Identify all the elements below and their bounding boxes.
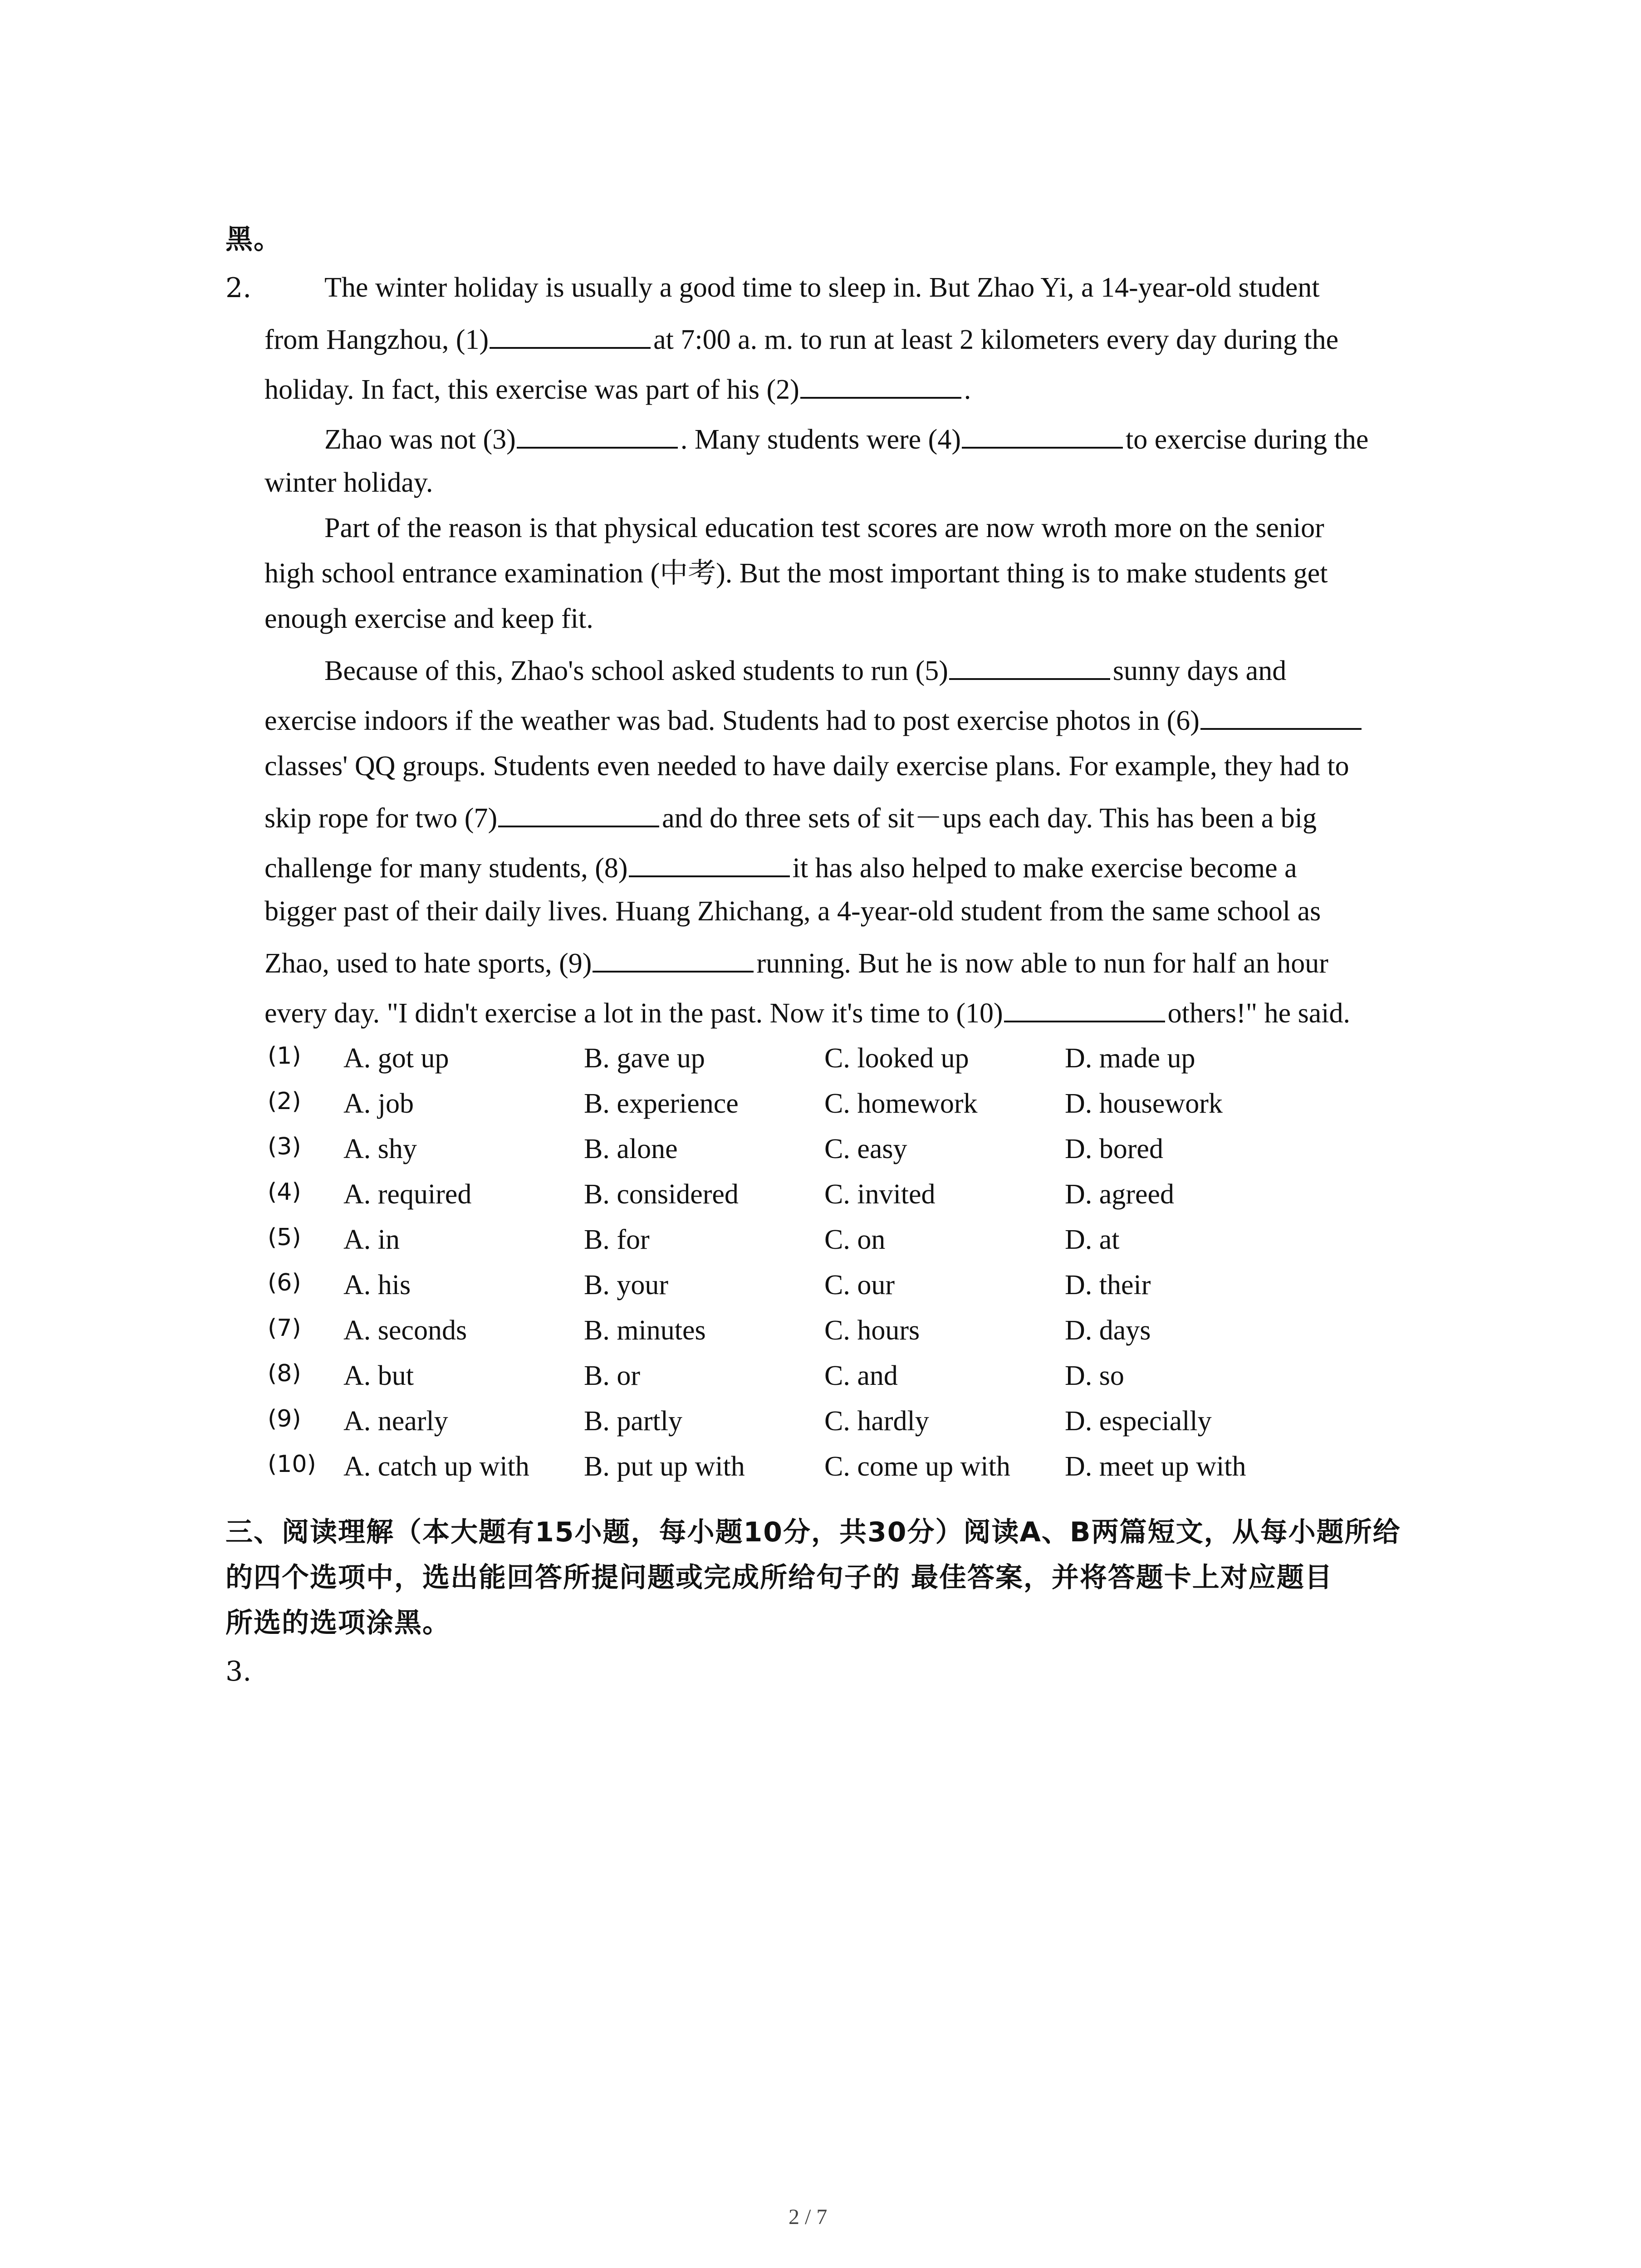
passage-line (265, 373, 971, 404)
option-number: (1) (268, 1042, 301, 1070)
option-b: B. partly (584, 1406, 682, 1437)
option-b: B. gave up (584, 1043, 705, 1074)
passage-text: to exercise during the (1125, 424, 1369, 455)
option-a: A. in (343, 1224, 400, 1255)
option-number: (8) (268, 1360, 301, 1387)
question-3-number: 3. (225, 1656, 252, 1687)
option-c: C. invited (824, 1179, 936, 1210)
option-c: C. hours (824, 1315, 920, 1346)
option-a: A. required (343, 1179, 472, 1210)
passage-line (265, 704, 1364, 735)
passage-text: exercise indoors if the weather was bad. Students had to post exercise photos in (6) (265, 705, 1200, 736)
option-a: A. seconds (343, 1315, 467, 1346)
option-number: (9) (268, 1405, 301, 1432)
option-number: (10) (268, 1451, 316, 1478)
passage-line: The winter holiday is usually a good time to sleep in. But Zhao Yi, a 14-year-old student (324, 272, 1320, 303)
option-a: A. his (343, 1270, 411, 1300)
option-d: D. at (1065, 1224, 1120, 1255)
option-c: C. hardly (824, 1406, 929, 1437)
passage-line (324, 655, 1286, 685)
blank-4 (962, 423, 1123, 449)
passage-text: every day. "I didn't exercise a lot in the past. Now it's time to (10) (265, 998, 1003, 1029)
option-b: B. considered (584, 1179, 739, 1210)
option-b: B. put up with (584, 1451, 745, 1482)
page-number: 2 / 7 (789, 2205, 828, 2229)
option-b: B. experience (584, 1088, 739, 1119)
blank-9 (593, 947, 754, 973)
option-c: C. homework (824, 1088, 978, 1119)
option-c: C. our (824, 1270, 895, 1300)
passage-line: winter holiday. (265, 467, 433, 498)
passage-line (265, 852, 1297, 882)
passage-text: Zhao was not (3) (324, 424, 516, 455)
option-a: A. got up (343, 1043, 449, 1074)
option-a: A. but (343, 1360, 414, 1391)
passage-line: Part of the reason is that physical education test scores are now wroth more on the senior (324, 513, 1324, 543)
passage-text: Zhao, used to hate sports, (9) (265, 948, 592, 979)
option-number: (6) (268, 1269, 301, 1296)
option-a: A. shy (343, 1134, 417, 1164)
passage-text: holiday. In fact, this exercise was part of his (2) (265, 374, 799, 405)
passage-line: high school entrance examination (中考). But the most important thing is to make students get (265, 558, 1328, 589)
option-c: C. on (824, 1224, 886, 1255)
passage-line: enough exercise and keep fit. (265, 603, 593, 634)
option-c: C. looked up (824, 1043, 969, 1074)
option-number: (3) (268, 1133, 301, 1160)
option-b: B. alone (584, 1134, 678, 1164)
option-b: B. or (584, 1360, 640, 1391)
section-3-heading-line: 的四个选项中，选出能回答所提问题或完成所给句子的 最佳答案，并将答题卡上对应题目 (225, 1562, 1333, 1593)
option-a: A. nearly (343, 1406, 448, 1437)
blank-3 (517, 423, 678, 449)
option-d: D. agreed (1065, 1179, 1174, 1210)
option-a: A. catch up with (343, 1451, 529, 1482)
passage-text: others!" he said. (1167, 998, 1351, 1029)
passage-text: from Hangzhou, (1) (265, 324, 489, 355)
option-d: D. so (1065, 1360, 1124, 1391)
blank-2 (800, 373, 961, 399)
option-d: D. made up (1065, 1043, 1195, 1074)
passage-text: . (964, 374, 971, 405)
option-d: D. their (1065, 1270, 1151, 1300)
option-d: D. especially (1065, 1406, 1212, 1437)
option-c: C. come up with (824, 1451, 1010, 1482)
passage-text: skip rope for two (7) (265, 803, 498, 834)
passage-text: and do three sets of sit－ups each day. This has been a big (662, 803, 1317, 834)
option-number: (5) (268, 1224, 301, 1251)
blank-5 (949, 655, 1110, 680)
passage-line (265, 802, 1317, 832)
passage-line (324, 423, 1368, 454)
passage-text: Because of this, Zhao's school asked students to run (5) (324, 655, 948, 686)
question-2-number: 2. (225, 272, 252, 304)
option-b: B. your (584, 1270, 668, 1300)
blank-10 (1004, 997, 1165, 1022)
option-d: D. bored (1065, 1134, 1163, 1164)
blank-6 (1200, 704, 1362, 730)
passage-text: challenge for many students, (8) (265, 853, 628, 884)
blank-1 (490, 323, 651, 349)
passage-text: . Many students were (4) (680, 424, 961, 455)
passage-text: at 7:00 a. m. to run at least 2 kilometers every day during the (653, 324, 1339, 355)
blank-8 (629, 852, 790, 877)
option-c: C. easy (824, 1134, 907, 1164)
passage-text: sunny days and (1112, 655, 1287, 686)
section-3-heading-line: 三、阅读理解（本大题有15小题，每小题10分，共30分）阅读A、B两篇短文，从每小题所给 (225, 1516, 1401, 1548)
passage-text: it has also helped to make exercise become a (792, 853, 1297, 884)
passage-line (265, 947, 1328, 978)
option-d: D. days (1065, 1315, 1151, 1346)
option-d: D. meet up with (1065, 1451, 1246, 1482)
passage-line: bigger past of their daily lives. Huang Zhichang, a 4-year-old student from the same school as (265, 896, 1321, 927)
option-number: (4) (268, 1178, 301, 1206)
section-3-heading-line: 所选的选项涂黑。 (225, 1607, 451, 1639)
option-c: C. and (824, 1360, 898, 1391)
option-b: B. minutes (584, 1315, 706, 1346)
option-a: A. job (343, 1088, 414, 1119)
passage-line: classes' QQ groups. Students even needed to have daily exercise plans. For example, they had to (265, 751, 1349, 782)
option-number: (7) (268, 1315, 301, 1342)
passage-text: running. But he is now able to nun for half an hour (756, 948, 1328, 979)
option-number: (2) (268, 1088, 301, 1115)
option-d: D. housework (1065, 1088, 1223, 1119)
blank-7 (498, 802, 659, 827)
passage-line (265, 323, 1338, 354)
header-tail: 黑。 (225, 224, 282, 255)
passage-line (265, 997, 1350, 1027)
option-b: B. for (584, 1224, 650, 1255)
